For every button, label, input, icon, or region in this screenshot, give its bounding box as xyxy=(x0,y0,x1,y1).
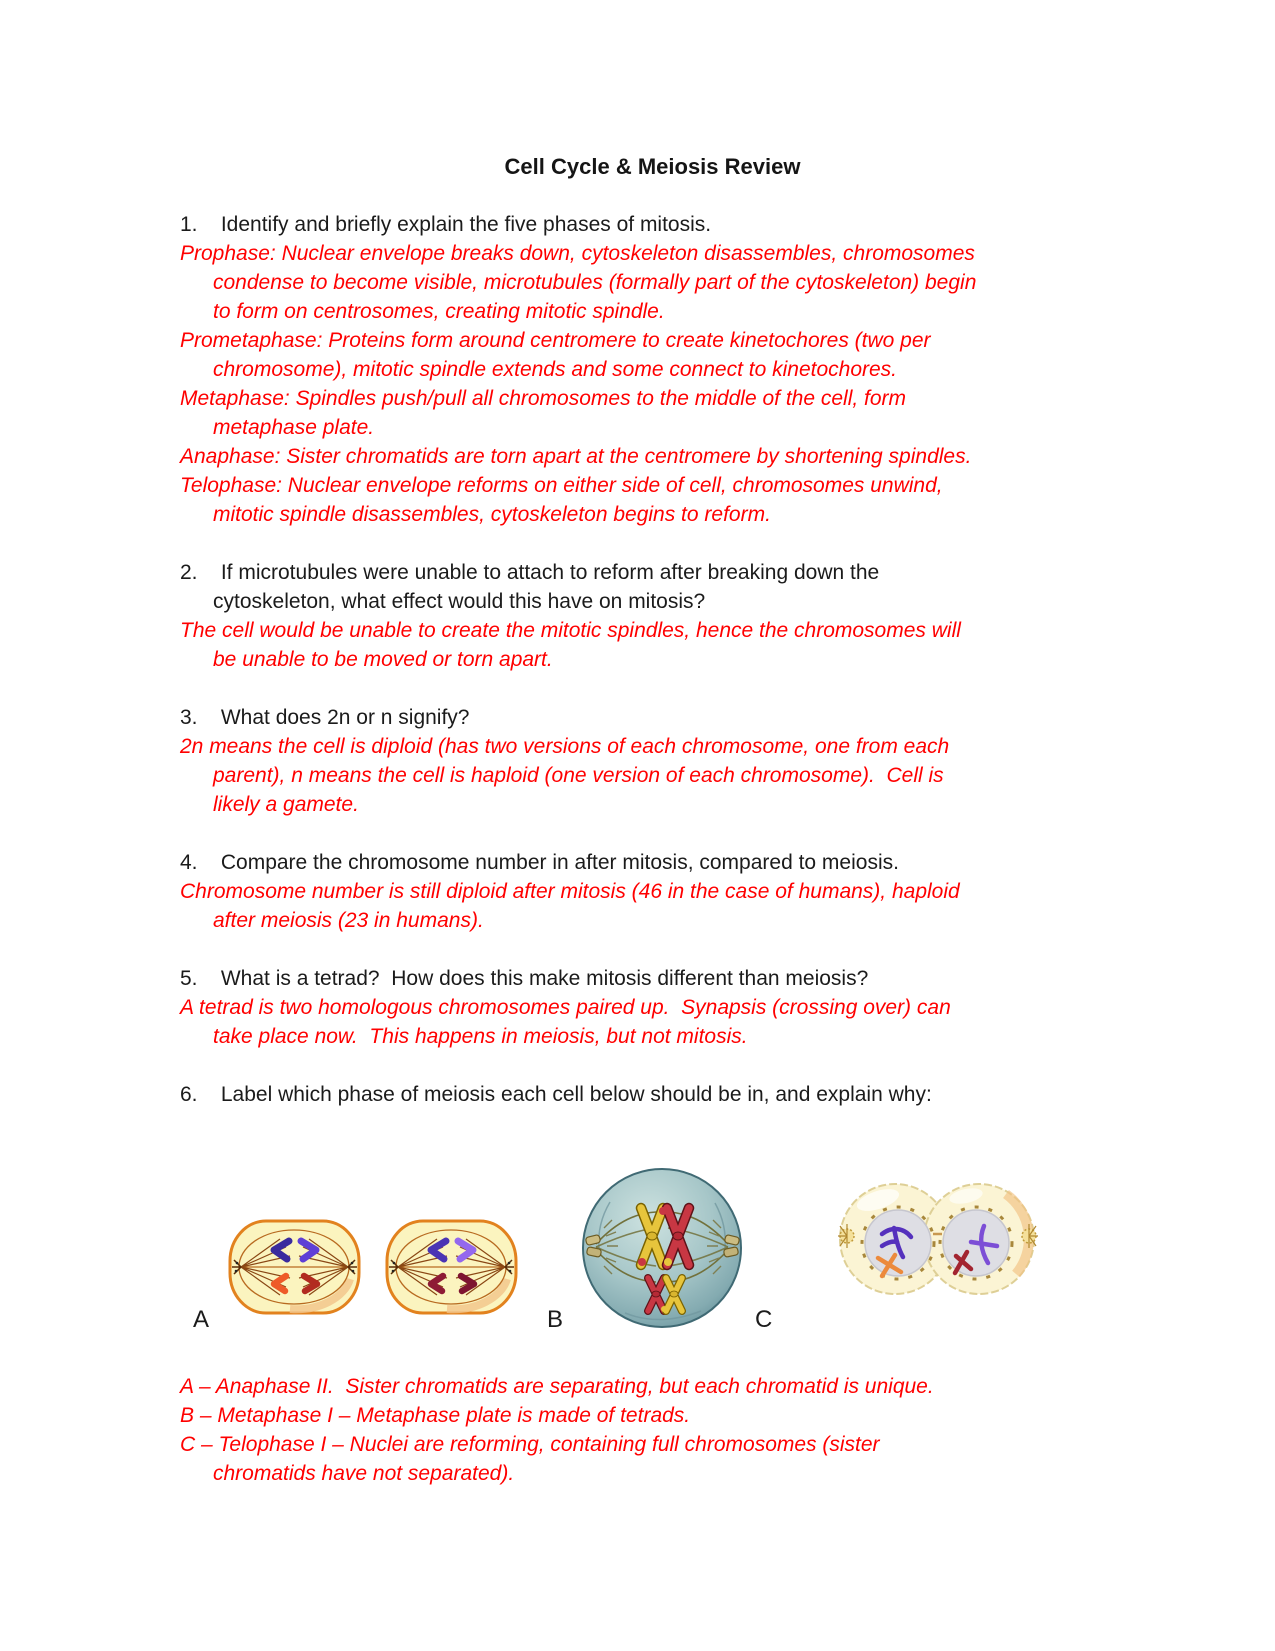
answer-line: C – Telophase I – Nuclei are reforming, containing full chromosomes (sister xyxy=(180,1433,880,1456)
anaphase-cell-2 xyxy=(387,1221,516,1313)
meiosis-figure-row xyxy=(180,1138,1095,1372)
answer-line: Chromosome number is still diploid after mitosis (46 in the case of humans), haploid xyxy=(180,880,960,903)
answer-line: likely a gamete. xyxy=(213,793,359,816)
qa-block xyxy=(180,210,1095,529)
cell-diagram-b-metaphase xyxy=(580,1158,745,1338)
qa-block xyxy=(180,1372,1095,1488)
answer-line: to form on centrosomes, creating mitotic spindle. xyxy=(213,300,665,323)
answer-line: chromosome), mitotic spindle extends and some connect to kinetochores. xyxy=(213,358,898,381)
answer-line: Anaphase: Sister chromatids are torn apart at the centromere by shortening spindles. xyxy=(180,445,972,468)
answer-line: Metaphase: Spindles push/pull all chromosomes to the middle of the cell, form xyxy=(180,387,907,410)
answer-line: condense to become visible, microtubules (formally part of the cytoskeleton) begin xyxy=(213,271,977,294)
questions-and-answers xyxy=(180,210,1095,1109)
answer-line: The cell would be unable to create the mitotic spindles, hence the chromosomes will xyxy=(180,619,961,642)
question-line: 1. Identify and briefly explain the five phases of mitosis. xyxy=(180,213,712,236)
qa-block xyxy=(180,1080,1095,1109)
qa-block xyxy=(180,558,1095,674)
question-line: 2. If microtubules were unable to attach to reform after breaking down the xyxy=(180,561,880,584)
question-line: 6. Label which phase of meiosis each cell below should be in, and explain why: xyxy=(180,1083,932,1106)
figure-label-c: C xyxy=(755,1306,773,1333)
answer-line: Prophase: Nuclear envelope breaks down, cytoskeleton disassembles, chromosomes xyxy=(180,242,975,265)
figure-answers xyxy=(180,1372,1095,1488)
qa-block xyxy=(180,848,1095,935)
answer-line: metaphase plate. xyxy=(213,416,375,439)
cell-diagram-a-anaphase xyxy=(228,1218,518,1318)
answer-line: be unable to be moved or torn apart. xyxy=(213,648,553,671)
answer-line: Prometaphase: Proteins form around centromere to create kinetochores (two per xyxy=(180,329,931,352)
figure-label-b: B xyxy=(547,1306,564,1333)
cell-diagram-c-telophase xyxy=(838,1176,1038,1301)
qa-block xyxy=(180,703,1095,819)
answer-line: chromatids have not separated). xyxy=(213,1462,515,1485)
page-title: Cell Cycle & Meiosis Review xyxy=(504,154,801,179)
question-line: 4. Compare the chromosome number in after mitosis, compared to meiosis. xyxy=(180,851,899,874)
answer-line: after meiosis (23 in humans). xyxy=(213,909,484,932)
answer-line: mitotic spindle disassembles, cytoskeleton begins to reform. xyxy=(213,503,771,526)
answer-line: A tetrad is two homologous chromosomes paired up. Synapsis (crossing over) can xyxy=(180,996,951,1019)
figure-label-a: A xyxy=(193,1306,210,1333)
answer-line: take place now. This happens in meiosis, but not mitosis. xyxy=(213,1025,748,1048)
answer-line: 2n means the cell is diploid (has two versions of each chromosome, one from each xyxy=(180,735,950,758)
question-line: 3. What does 2n or n signify? xyxy=(180,706,470,729)
answer-line: parent), n means the cell is haploid (one version of each chromosome). Cell is xyxy=(213,764,944,787)
answer-line: A – Anaphase II. Sister chromatids are separating, but each chromatid is unique. xyxy=(180,1375,934,1398)
qa-block xyxy=(180,964,1095,1051)
answer-line: B – Metaphase I – Metaphase plate is made of tetrads. xyxy=(180,1404,691,1427)
question-line: 5. What is a tetrad? How does this make mitosis different than meiosis? xyxy=(180,967,869,990)
answer-line: Telophase: Nuclear envelope reforms on either side of cell, chromosomes unwind, xyxy=(180,474,943,497)
anaphase-cell-1 xyxy=(230,1221,359,1313)
question-line: cytoskeleton, what effect would this have on mitosis? xyxy=(213,590,706,613)
